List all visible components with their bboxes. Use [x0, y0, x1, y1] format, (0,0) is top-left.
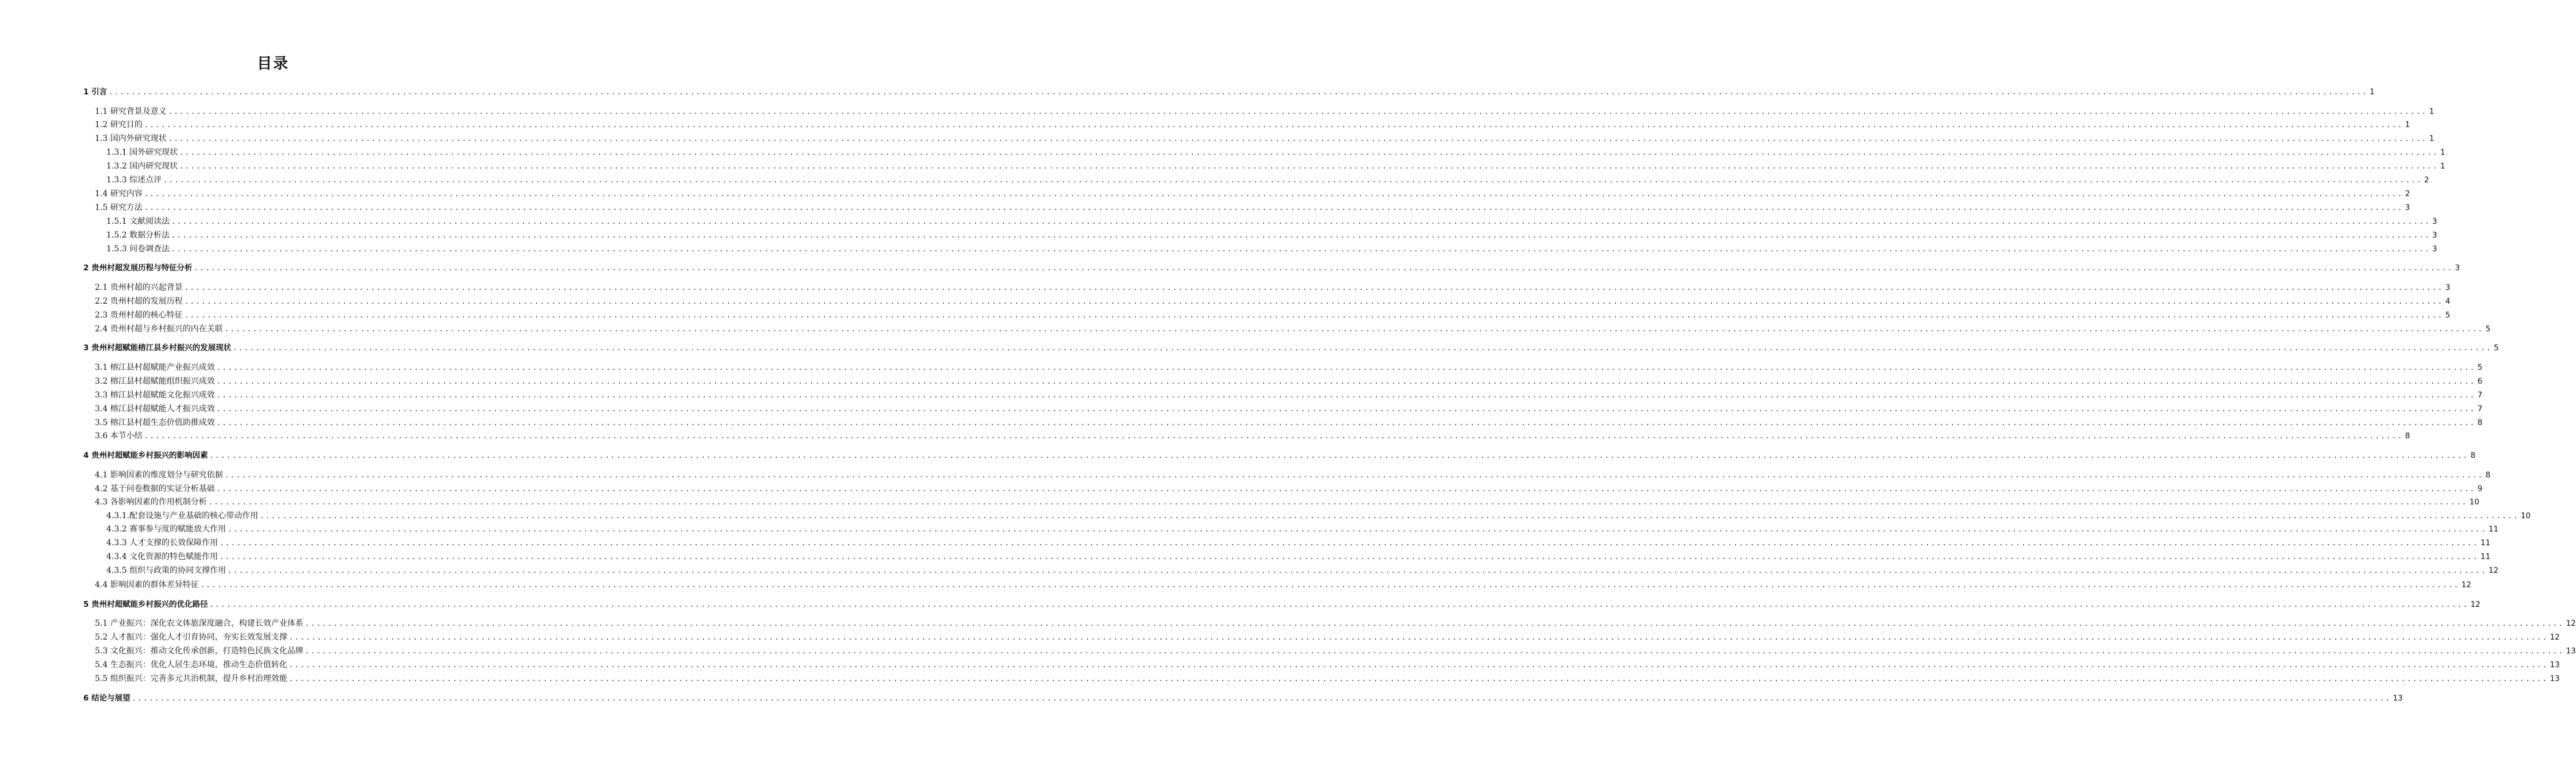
toc-entry-title: 5.5 组织振兴：完善多元共治机制，提升乡村治理效能 [95, 674, 287, 683]
toc-entry[interactable] [106, 537, 2491, 549]
toc-entry[interactable] [95, 483, 2483, 495]
toc-entry[interactable] [83, 450, 2476, 461]
dot-leader: ................................................................................................................................................................................................................................................................................................................................................................................................................ [163, 176, 2423, 184]
dot-leader: ................................................................................................................................................................................................................................................................................................................................................................................................................ [216, 405, 2476, 413]
toc-entry[interactable] [106, 510, 2531, 522]
toc-entry-title: 1.5 研究方法 [95, 203, 143, 212]
toc-entry[interactable] [95, 362, 2483, 373]
dot-leader: ................................................................................................................................................................................................................................................................................................................................................................................................................ [220, 539, 2479, 547]
toc-entry-page: 3 [2455, 263, 2460, 273]
toc-entry-title: 3.6 本节小结 [95, 431, 143, 441]
toc-entry-page: 9 [2477, 484, 2483, 493]
toc-entry-page: 1 [2429, 107, 2435, 116]
toc-entry-page: 10 [2520, 511, 2531, 521]
toc-entry-page: 5 [2445, 311, 2451, 320]
toc-entry[interactable] [83, 342, 2499, 354]
dot-leader: ................................................................................................................................................................................................................................................................................................................................................................................................................ [184, 284, 2444, 292]
toc-entry[interactable] [83, 86, 2375, 98]
toc-entry[interactable] [95, 496, 2479, 508]
dot-leader: ................................................................................................................................................................................................................................................................................................................................................................................................................ [171, 217, 2431, 225]
toc-entry-title: 1 引言 [83, 87, 108, 97]
toc-entry-page: 10 [2469, 498, 2479, 507]
dot-leader: ................................................................................................................................................................................................................................................................................................................................................................................................................ [109, 88, 2368, 96]
toc-entry[interactable] [106, 160, 2446, 172]
toc-entry-title: 3.4 榕江县村超赋能人才振兴成效 [95, 404, 215, 414]
toc-entry-page: 5 [2477, 363, 2483, 372]
dot-leader: ................................................................................................................................................................................................................................................................................................................................................................................................................ [216, 363, 2476, 372]
dot-leader: ................................................................................................................................................................................................................................................................................................................................................................................................................ [228, 525, 2487, 533]
toc-entry-page: 2 [2424, 175, 2429, 185]
toc-entry-title: 3.1 榕江县村超赋能产业振兴成效 [95, 363, 215, 372]
dot-leader: ................................................................................................................................................................................................................................................................................................................................................................................................................ [144, 121, 2404, 129]
dot-leader: ................................................................................................................................................................................................................................................................................................................................................................................................................ [208, 498, 2468, 506]
toc-entry-title: 2.1 贵州村超的兴起背景 [95, 283, 183, 292]
dot-leader: ................................................................................................................................................................................................................................................................................................................................................................................................................ [305, 647, 2565, 655]
toc-entry-page: 12 [2461, 580, 2471, 590]
toc-entry[interactable] [95, 119, 2410, 131]
toc-entry-title: 2 贵州村超发展历程与特征分析 [83, 263, 193, 273]
toc-entry[interactable] [95, 659, 2560, 671]
toc-entry-page: 5 [2485, 324, 2491, 334]
dot-leader: ................................................................................................................................................................................................................................................................................................................................................................................................................ [305, 619, 2565, 627]
toc-entry[interactable] [106, 174, 2429, 186]
toc-entry-title: 5.3 文化振兴：推动文化传承创新，打造特色民族文化品牌 [95, 646, 304, 656]
dot-leader: ................................................................................................................................................................................................................................................................................................................................................................................................................ [184, 311, 2444, 319]
dot-leader: ................................................................................................................................................................................................................................................................................................................................................................................................................ [209, 451, 2469, 460]
dot-leader: ................................................................................................................................................................................................................................................................................................................................................................................................................ [171, 245, 2431, 253]
toc-entry[interactable] [95, 309, 2451, 321]
toc-entry[interactable] [106, 147, 2446, 158]
toc-entry[interactable] [83, 599, 2481, 610]
toc-entry-page: 2 [2405, 189, 2410, 198]
dot-leader: ................................................................................................................................................................................................................................................................................................................................................................................................................ [168, 135, 2428, 143]
dot-leader: ................................................................................................................................................................................................................................................................................................................................................................................................................ [184, 297, 2444, 305]
toc-entry[interactable] [106, 229, 2437, 241]
toc-entry-title: 3 贵州村超赋能榕江县乡村振兴的发展现状 [83, 343, 232, 353]
dot-leader: ................................................................................................................................................................................................................................................................................................................................................................................................................ [216, 485, 2476, 493]
toc-entry[interactable] [95, 389, 2483, 401]
toc-entry-page: 11 [2480, 552, 2491, 561]
toc-entry[interactable] [95, 133, 2435, 144]
toc-entry-title: 3.5 榕江县村超生态价值助推成效 [95, 418, 215, 427]
toc-entry-title: 5 贵州村超赋能乡村振兴的优化路径 [83, 600, 208, 609]
toc-entry[interactable] [95, 282, 2451, 293]
toc-entry-title: 4.4 影响因素的群体差异特征 [95, 580, 199, 590]
toc-entry-page: 7 [2477, 404, 2483, 414]
dot-leader: ................................................................................................................................................................................................................................................................................................................................................................................................................ [289, 661, 2548, 669]
toc-entry[interactable] [95, 403, 2483, 415]
toc-entry[interactable] [95, 323, 2491, 335]
toc-entry-page: 3 [2432, 231, 2437, 240]
toc-entry[interactable] [95, 469, 2491, 481]
toc-entry-title: 4.3.2 赛事参与度的赋能放大作用 [106, 525, 226, 534]
toc-entry-title: 4.3 各影响因素的作用机制分析 [95, 498, 207, 507]
toc-entry[interactable] [95, 632, 2560, 643]
toc-entry[interactable] [83, 262, 2460, 274]
toc-entry-page: 1 [2440, 148, 2446, 157]
dot-leader: ................................................................................................................................................................................................................................................................................................................................................................................................................ [168, 108, 2428, 116]
toc-entry-page: 7 [2477, 391, 2483, 400]
toc-entry[interactable] [106, 243, 2437, 255]
dot-leader: ................................................................................................................................................................................................................................................................................................................................................................................................................ [228, 567, 2487, 575]
dot-leader: ................................................................................................................................................................................................................................................................................................................................................................................................................ [224, 471, 2484, 479]
toc-entry[interactable] [95, 376, 2483, 387]
toc-entry-title: 2.2 贵州村超的发展历程 [95, 297, 183, 306]
toc-entry[interactable] [95, 579, 2471, 591]
toc-entry-title: 4.1 影响因素的维度划分与研究依据 [95, 470, 223, 480]
dot-leader: ................................................................................................................................................................................................................................................................................................................................................................................................................ [216, 377, 2476, 385]
toc-entry-title: 4.3.3 人才支撑的长效保障作用 [106, 538, 218, 548]
dot-leader: ................................................................................................................................................................................................................................................................................................................................................................................................................ [200, 581, 2460, 589]
dot-leader: ................................................................................................................................................................................................................................................................................................................................................................................................................ [171, 231, 2431, 239]
dot-leader: ................................................................................................................................................................................................................................................................................................................................................................................................................ [233, 344, 2492, 352]
toc-entry-page: 1 [2369, 87, 2375, 97]
toc-entry-page: 13 [2550, 660, 2560, 669]
toc-entry[interactable] [95, 188, 2410, 200]
toc-entry-page: 13 [2393, 694, 2403, 703]
toc-entry-title: 1.5.2 数据分析法 [106, 231, 170, 240]
toc-entry-page: 3 [2405, 203, 2410, 212]
toc-entry-title: 1.3.2 国内研究现状 [106, 162, 178, 171]
toc-entry[interactable] [106, 551, 2491, 562]
toc-entry-title: 3.3 榕江县村超赋能文化振兴成效 [95, 391, 215, 400]
dot-leader: ................................................................................................................................................................................................................................................................................................................................................................................................................ [194, 264, 2454, 272]
toc-entry-title: 1.4 研究内容 [95, 189, 143, 198]
dot-leader: ................................................................................................................................................................................................................................................................................................................................................................................................................ [209, 600, 2469, 609]
toc-entry-title: 6 结论与展望 [83, 694, 130, 703]
toc-entry-title: 5.1 产业振兴：深化农文体旅深度融合，构建长效产业体系 [95, 619, 304, 628]
toc-entry[interactable] [95, 645, 2576, 657]
toc-entry-page: 11 [2488, 525, 2499, 534]
toc-entry-page: 12 [2488, 566, 2499, 575]
toc-entry-page: 1 [2440, 162, 2446, 171]
toc-entry-title: 3.2 榕江县村超赋能组织振兴成效 [95, 377, 215, 386]
toc-entry-page: 4 [2445, 297, 2451, 306]
dot-leader: ................................................................................................................................................................................................................................................................................................................................................................................................................ [144, 432, 2404, 440]
toc-entry-page: 3 [2445, 283, 2451, 292]
dot-leader: ................................................................................................................................................................................................................................................................................................................................................................................................................ [289, 675, 2548, 683]
toc-entry-page: 13 [2566, 646, 2576, 656]
toc-entry-title: 5.2 人才振兴：强化人才引育协同，夯实长效发展支撑 [95, 633, 287, 642]
toc-entry-page: 8 [2405, 431, 2410, 441]
toc-entry[interactable] [95, 430, 2410, 442]
toc-entry-title: 1.5.3 问卷调查法 [106, 244, 170, 254]
toc-entry[interactable] [106, 216, 2437, 227]
toc-entry[interactable] [106, 523, 2499, 535]
toc-entry-page: 3 [2432, 217, 2437, 226]
toc-entry[interactable] [95, 417, 2483, 428]
toc-entry-page: 8 [2477, 418, 2483, 427]
dot-leader: ................................................................................................................................................................................................................................................................................................................................................................................................................ [216, 419, 2476, 427]
toc-entry-title: 5.4 生态振兴：优化人居生态环境，推动生态价值转化 [95, 660, 287, 669]
toc-entry-title: 4.2 基于问卷数据的实证分析基础 [95, 484, 215, 493]
toc-entry-page: 6 [2477, 377, 2483, 386]
toc-entry[interactable] [95, 618, 2576, 629]
toc-entry-title: 1.3 国内外研究现状 [95, 134, 167, 143]
dot-leader: ................................................................................................................................................................................................................................................................................................................................................................................................................ [224, 325, 2484, 333]
toc-entry-title: 1.3.3 综述点评 [106, 175, 162, 185]
toc-entry-page: 12 [2550, 633, 2560, 642]
toc-entry[interactable] [106, 565, 2499, 576]
dot-leader: ................................................................................................................................................................................................................................................................................................................................................................................................................ [132, 694, 2391, 702]
toc-entry-title: 1.2 研究目的 [95, 120, 143, 129]
toc-entry-page: 12 [2470, 600, 2481, 609]
toc-entry-page: 13 [2550, 674, 2560, 683]
dot-leader: ................................................................................................................................................................................................................................................................................................................................................................................................................ [220, 553, 2479, 561]
toc-entry-title: 1.1 研究背景及意义 [95, 107, 167, 116]
toc-entry-title: 4.3.5 组织与政策的协同支撑作用 [106, 566, 226, 575]
toc-entry-page: 11 [2480, 538, 2491, 548]
toc-entry[interactable] [95, 296, 2451, 307]
toc-entry-title: 4.3.4 文化资源的特色赋能作用 [106, 552, 218, 561]
dot-leader: ................................................................................................................................................................................................................................................................................................................................................................................................................ [179, 148, 2439, 156]
dot-leader: ................................................................................................................................................................................................................................................................................................................................................................................................................ [144, 190, 2404, 198]
toc-entry[interactable] [95, 673, 2560, 684]
dot-leader: ................................................................................................................................................................................................................................................................................................................................................................................................................ [144, 204, 2404, 212]
dot-leader: ................................................................................................................................................................................................................................................................................................................................................................................................................ [289, 633, 2548, 641]
toc-entry-title: 2.4 贵州村超与乡村振兴的内在关联 [95, 324, 223, 334]
toc-entry-title: 4.3.1.配套设施与产业基础的核心带动作用 [106, 511, 259, 521]
toc-entry-title: 1.3.1 国外研究现状 [106, 148, 178, 157]
toc-entry-title: 4 贵州村超赋能乡村振兴的影响因素 [83, 451, 208, 460]
toc-entry[interactable] [95, 202, 2410, 213]
toc-entry-title: 1.5.1 文献阅读法 [106, 217, 170, 226]
toc-entry-title: 2.3 贵州村超的核心特征 [95, 311, 183, 320]
dot-leader: ................................................................................................................................................................................................................................................................................................................................................................................................................ [216, 391, 2476, 399]
toc-entry-page: 3 [2432, 244, 2437, 254]
toc-entry-page: 5 [2493, 343, 2499, 353]
toc-entry-page: 1 [2429, 134, 2435, 143]
dot-leader: ................................................................................................................................................................................................................................................................................................................................................................................................................ [260, 512, 2519, 520]
toc-entry-page: 12 [2566, 619, 2576, 628]
toc-entry-page: 1 [2405, 120, 2410, 129]
toc-entry[interactable] [95, 106, 2435, 117]
toc-entry-page: 8 [2485, 470, 2491, 480]
dot-leader: ................................................................................................................................................................................................................................................................................................................................................................................................................ [179, 162, 2439, 170]
toc-entry[interactable] [83, 692, 2403, 704]
page-title: 目录 [256, 55, 289, 72]
toc-entry-page: 8 [2470, 451, 2476, 460]
